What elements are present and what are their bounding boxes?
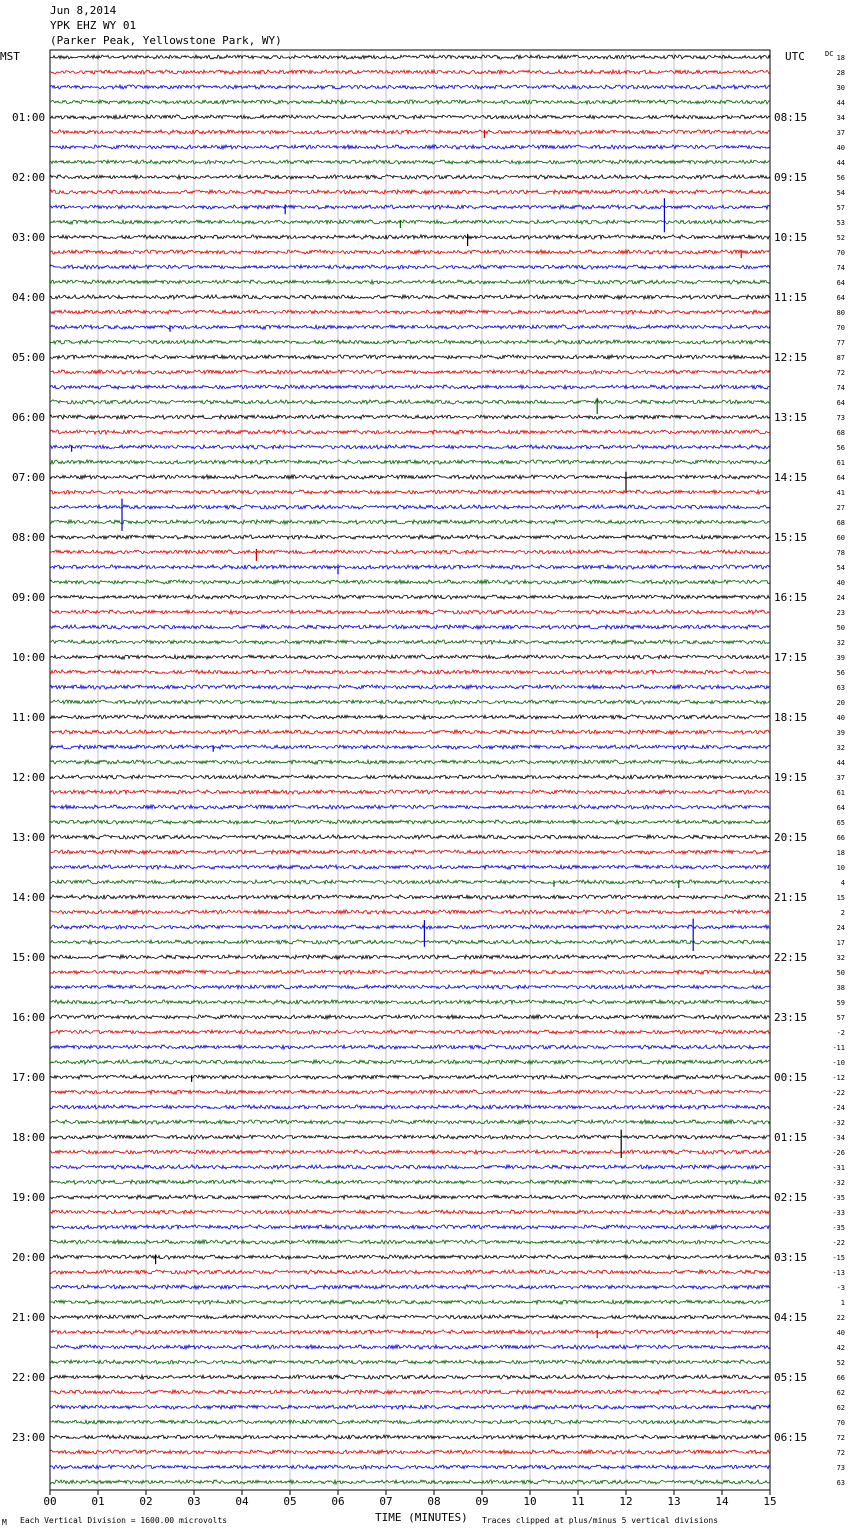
utc-hour-label: 23:15 xyxy=(774,1011,808,1024)
trace-line xyxy=(50,550,770,554)
dc-offset-label: 72 xyxy=(836,369,845,377)
trace-line xyxy=(50,925,770,929)
mst-hour-label: 20:00 xyxy=(12,1251,46,1264)
dc-offset-label: 57 xyxy=(836,204,845,212)
trace-line xyxy=(50,940,770,944)
mst-hour-label: 01:00 xyxy=(12,111,46,124)
utc-hour-label: 03:15 xyxy=(774,1251,808,1264)
dc-offset-label: 40 xyxy=(836,579,845,587)
trace-line xyxy=(50,1420,770,1424)
x-tick-label: 13 xyxy=(667,1495,681,1508)
dc-offset-label: 59 xyxy=(836,999,845,1007)
dc-offset-label: 41 xyxy=(836,489,845,497)
utc-hour-label: 15:15 xyxy=(774,531,808,544)
dc-offset-label: -34 xyxy=(832,1134,845,1142)
trace-line xyxy=(50,175,770,179)
trace-line xyxy=(50,955,770,959)
dc-offset-label: 37 xyxy=(836,129,845,137)
mst-hour-label: 14:00 xyxy=(12,891,46,904)
x-tick-label: 01 xyxy=(91,1495,105,1508)
x-tick-label: 08 xyxy=(427,1495,441,1508)
x-tick-label: 06 xyxy=(331,1495,345,1508)
dc-offset-label: 37 xyxy=(836,774,845,782)
mst-hour-label: 17:00 xyxy=(12,1071,46,1084)
dc-offset-label: 2 xyxy=(840,909,845,917)
dc-offset-label: 32 xyxy=(836,639,845,647)
trace-line xyxy=(50,655,770,659)
dc-offset-label: -22 xyxy=(832,1239,845,1247)
utc-hour-label: 22:15 xyxy=(774,951,808,964)
dc-offset-label: 64 xyxy=(836,804,845,812)
trace-line xyxy=(50,1105,770,1109)
trace-line xyxy=(50,520,770,524)
trace-line xyxy=(50,145,770,149)
mst-hour-label: 08:00 xyxy=(12,531,46,544)
dc-offset-label: -13 xyxy=(832,1269,845,1277)
utc-hour-label: 01:15 xyxy=(774,1131,808,1144)
trace-line xyxy=(50,1150,770,1154)
trace-line xyxy=(50,265,770,269)
dc-offset-label: -3 xyxy=(836,1284,845,1292)
trace-line xyxy=(50,895,770,899)
dc-offset-label: 66 xyxy=(836,834,845,842)
trace-line xyxy=(50,55,770,59)
trace-line xyxy=(50,685,770,689)
mst-hour-label: 21:00 xyxy=(12,1311,46,1324)
trace-line xyxy=(50,1015,770,1019)
trace-line xyxy=(50,760,770,764)
dc-offset-label: 24 xyxy=(836,594,845,602)
dc-offset-label: 27 xyxy=(836,504,845,512)
trace-line xyxy=(50,1210,770,1214)
trace-line xyxy=(50,745,770,749)
trace-line xyxy=(50,1195,770,1199)
dc-offset-label: 60 xyxy=(836,534,845,542)
trace-line xyxy=(50,715,770,719)
dc-offset-label: 65 xyxy=(836,819,845,827)
utc-hour-label: 09:15 xyxy=(774,171,808,184)
dc-offset-label: -22 xyxy=(832,1089,845,1097)
dc-offset-label: -15 xyxy=(832,1254,845,1262)
trace-line xyxy=(50,1120,770,1124)
dc-offset-label: 50 xyxy=(836,969,845,977)
dc-offset-label: 54 xyxy=(836,564,845,572)
utc-hour-label: 08:15 xyxy=(774,111,808,124)
left-timezone-label: MST xyxy=(0,50,20,63)
dc-offset-label: -32 xyxy=(832,1179,845,1187)
utc-hour-label: 20:15 xyxy=(774,831,808,844)
dc-offset-label: 78 xyxy=(836,549,845,557)
mst-hour-label: 04:00 xyxy=(12,291,46,304)
trace-line xyxy=(50,205,770,209)
trace-line xyxy=(50,1315,770,1319)
trace-line xyxy=(50,625,770,629)
trace-line xyxy=(50,535,770,539)
utc-hour-label: 21:15 xyxy=(774,891,808,904)
dc-offset-label: -35 xyxy=(832,1194,845,1202)
trace-line xyxy=(50,1300,770,1304)
trace-line xyxy=(50,790,770,794)
trace-line xyxy=(50,250,770,254)
dc-offset-label: 40 xyxy=(836,144,845,152)
trace-line xyxy=(50,310,770,314)
trace-line xyxy=(50,565,770,569)
clip-note: Traces clipped at plus/minus 5 vertical divisions xyxy=(482,1516,719,1525)
trace-line xyxy=(50,865,770,869)
dc-offset-label: 57 xyxy=(836,1014,845,1022)
dc-offset-label: -26 xyxy=(832,1149,845,1157)
mst-hour-label: 16:00 xyxy=(12,1011,46,1024)
dc-offset-label: 28 xyxy=(836,69,845,77)
dc-offset-label: -2 xyxy=(836,1029,845,1037)
trace-line xyxy=(50,1405,770,1409)
dc-offset-label: 44 xyxy=(836,759,845,767)
mst-hour-label: 13:00 xyxy=(12,831,46,844)
dc-offset-label: 39 xyxy=(836,654,845,662)
trace-line xyxy=(50,415,770,419)
mst-hour-label: 19:00 xyxy=(12,1191,46,1204)
trace-line xyxy=(50,1255,770,1259)
right-timezone-label: UTC xyxy=(785,50,805,63)
x-tick-label: 00 xyxy=(43,1495,57,1508)
dc-offset-label: 74 xyxy=(836,384,845,392)
trace-line xyxy=(50,1465,770,1469)
utc-hour-label: 11:15 xyxy=(774,291,808,304)
trace-line xyxy=(50,1075,770,1079)
trace-line xyxy=(50,400,770,404)
trace-line xyxy=(50,1180,770,1184)
trace-line xyxy=(50,1450,770,1454)
trace-line xyxy=(50,1060,770,1064)
dc-offset-label: 63 xyxy=(836,1479,845,1487)
trace-line xyxy=(50,1030,770,1034)
trace-line xyxy=(50,1480,770,1484)
trace-line xyxy=(50,370,770,374)
dc-offset-label: 24 xyxy=(836,924,845,932)
mst-hour-label: 06:00 xyxy=(12,411,46,424)
trace-line xyxy=(50,355,770,359)
dc-offset-label: 52 xyxy=(836,1359,845,1367)
dc-offset-label: 68 xyxy=(836,429,845,437)
trace-line xyxy=(50,325,770,329)
scale-note: Each Vertical Division = 1600.00 microvolts xyxy=(20,1516,228,1525)
mst-hour-label: 05:00 xyxy=(12,351,46,364)
dc-offset-label: 72 xyxy=(836,1434,845,1442)
trace-line xyxy=(50,235,770,239)
dc-offset-label: 50 xyxy=(836,624,845,632)
utc-hour-label: 00:15 xyxy=(774,1071,808,1084)
dc-offset-label: 80 xyxy=(836,309,845,317)
dc-offset-label: 53 xyxy=(836,219,845,227)
mst-hour-label: 11:00 xyxy=(12,711,46,724)
dc-offset-label: 62 xyxy=(836,1389,845,1397)
x-tick-label: 07 xyxy=(379,1495,393,1508)
x-tick-label: 03 xyxy=(187,1495,201,1508)
utc-hour-label: 19:15 xyxy=(774,771,808,784)
trace-line xyxy=(50,385,770,389)
dc-offset-label: 56 xyxy=(836,444,845,452)
dc-offset-label: 64 xyxy=(836,294,845,302)
dc-offset-label: 44 xyxy=(836,159,845,167)
dc-offset-label: 61 xyxy=(836,789,845,797)
dc-offset-label: 72 xyxy=(836,1449,845,1457)
x-tick-label: 09 xyxy=(475,1495,489,1508)
utc-hour-label: 04:15 xyxy=(774,1311,808,1324)
trace-line xyxy=(50,1090,770,1094)
trace-line xyxy=(50,1345,770,1349)
dc-offset-label: -12 xyxy=(832,1074,845,1082)
dc-offset-label: 10 xyxy=(836,864,845,872)
trace-line xyxy=(50,280,770,284)
utc-hour-label: 06:15 xyxy=(774,1431,808,1444)
trace-line xyxy=(50,1240,770,1244)
x-tick-label: 05 xyxy=(283,1495,297,1508)
x-tick-label: 12 xyxy=(619,1495,633,1508)
mst-hour-label: 03:00 xyxy=(12,231,46,244)
mst-hour-label: 18:00 xyxy=(12,1131,46,1144)
utc-hour-label: 17:15 xyxy=(774,651,808,664)
x-tick-label: 10 xyxy=(523,1495,537,1508)
trace-line xyxy=(50,835,770,839)
trace-line xyxy=(50,1000,770,1004)
trace-line xyxy=(50,1360,770,1364)
dc-offset-label: 64 xyxy=(836,399,845,407)
dc-offset-label: 18 xyxy=(836,54,845,62)
trace-line xyxy=(50,580,770,584)
mst-hour-label: 02:00 xyxy=(12,171,46,184)
trace-line xyxy=(50,1225,770,1229)
dc-offset-label: 34 xyxy=(836,114,845,122)
dc-offset-label: 18 xyxy=(836,849,845,857)
dc-offset-label: 73 xyxy=(836,414,845,422)
header-station: YPK EHZ WY 01 xyxy=(50,19,137,32)
trace-line xyxy=(50,1135,770,1139)
dc-offset-label: 32 xyxy=(836,954,845,962)
dc-offset-label: 56 xyxy=(836,174,845,182)
x-tick-label: 11 xyxy=(571,1495,585,1508)
dc-offset-label: 73 xyxy=(836,1464,845,1472)
trace-line xyxy=(50,1165,770,1169)
trace-line xyxy=(50,190,770,194)
dc-offset-label: 64 xyxy=(836,279,845,287)
trace-line xyxy=(50,910,770,914)
trace-line xyxy=(50,115,770,119)
dc-offset-label: 32 xyxy=(836,744,845,752)
utc-hour-label: 18:15 xyxy=(774,711,808,724)
utc-hour-label: 16:15 xyxy=(774,591,808,604)
dc-offset-label: -11 xyxy=(832,1044,845,1052)
trace-line xyxy=(50,160,770,164)
mst-hour-label: 15:00 xyxy=(12,951,46,964)
trace-line xyxy=(50,430,770,434)
dc-offset-label: 44 xyxy=(836,99,845,107)
mst-hour-label: 12:00 xyxy=(12,771,46,784)
utc-hour-label: 10:15 xyxy=(774,231,808,244)
trace-line xyxy=(50,445,770,449)
dc-offset-label: -31 xyxy=(832,1164,845,1172)
dc-offset-label: 77 xyxy=(836,339,845,347)
dc-offset-label: 74 xyxy=(836,264,845,272)
dc-offset-label: 56 xyxy=(836,669,845,677)
utc-hour-label: 12:15 xyxy=(774,351,808,364)
dc-offset-label: 40 xyxy=(836,1329,845,1337)
utc-hour-label: 14:15 xyxy=(774,471,808,484)
trace-line xyxy=(50,130,770,134)
trace-line xyxy=(50,1375,770,1379)
dc-offset-label: 40 xyxy=(836,714,845,722)
trace-line xyxy=(50,85,770,89)
trace-line xyxy=(50,475,770,479)
trace-line xyxy=(50,970,770,974)
trace-line xyxy=(50,805,770,809)
x-tick-label: 02 xyxy=(139,1495,153,1508)
trace-line xyxy=(50,340,770,344)
trace-line xyxy=(50,100,770,104)
corner-mark: M xyxy=(2,1518,7,1527)
dc-offset-label: 70 xyxy=(836,249,845,257)
header-date: Jun 8,2014 xyxy=(50,4,117,17)
trace-line xyxy=(50,730,770,734)
trace-line xyxy=(50,70,770,74)
trace-line xyxy=(50,1435,770,1439)
dc-offset-label: 22 xyxy=(836,1314,845,1322)
trace-line xyxy=(50,1045,770,1049)
dc-offset-label: -10 xyxy=(832,1059,845,1067)
dc-offset-label: 66 xyxy=(836,1374,845,1382)
dc-offset-label: 23 xyxy=(836,609,845,617)
trace-line xyxy=(50,775,770,779)
mst-hour-label: 10:00 xyxy=(12,651,46,664)
dc-offset-label: 63 xyxy=(836,684,845,692)
trace-line xyxy=(50,610,770,614)
trace-line xyxy=(50,880,770,884)
dc-offset-label: 15 xyxy=(836,894,845,902)
utc-hour-label: 02:15 xyxy=(774,1191,808,1204)
dc-offset-label: 1 xyxy=(840,1299,845,1307)
trace-line xyxy=(50,595,770,599)
mst-hour-label: 22:00 xyxy=(12,1371,46,1384)
x-tick-label: 15 xyxy=(763,1495,777,1508)
trace-line xyxy=(50,1330,770,1334)
x-axis-title: TIME (MINUTES) xyxy=(375,1511,468,1524)
trace-line xyxy=(50,700,770,704)
dc-offset-label: 68 xyxy=(836,519,845,527)
dc-offset-label: 70 xyxy=(836,324,845,332)
dc-offset-label: 52 xyxy=(836,234,845,242)
dc-offset-label: 42 xyxy=(836,1344,845,1352)
trace-line xyxy=(50,1270,770,1274)
dc-offset-label: 70 xyxy=(836,1419,845,1427)
dc-offset-label: -35 xyxy=(832,1224,845,1232)
trace-line xyxy=(50,850,770,854)
trace-line xyxy=(50,1390,770,1394)
utc-hour-label: 05:15 xyxy=(774,1371,808,1384)
trace-line xyxy=(50,220,770,224)
mst-hour-label: 07:00 xyxy=(12,471,46,484)
trace-line xyxy=(50,1285,770,1289)
x-tick-label: 04 xyxy=(235,1495,249,1508)
dc-offset-label: 64 xyxy=(836,474,845,482)
dc-offset-label: 4 xyxy=(840,879,845,887)
dc-offset-label: 30 xyxy=(836,84,845,92)
utc-hour-label: 13:15 xyxy=(774,411,808,424)
dc-offset-label: 62 xyxy=(836,1404,845,1412)
dc-offset-label: 39 xyxy=(836,729,845,737)
dc-offset-label: 87 xyxy=(836,354,845,362)
dc-offset-label: -33 xyxy=(832,1209,845,1217)
trace-line xyxy=(50,670,770,674)
x-tick-label: 14 xyxy=(715,1495,729,1508)
dc-label: DC xyxy=(825,50,834,58)
dc-offset-label: 20 xyxy=(836,699,845,707)
trace-line xyxy=(50,295,770,299)
dc-offset-label: 38 xyxy=(836,984,845,992)
dc-offset-label: 54 xyxy=(836,189,845,197)
dc-offset-label: 17 xyxy=(836,939,845,947)
dc-offset-label: 61 xyxy=(836,459,845,467)
trace-line xyxy=(50,985,770,989)
trace-line xyxy=(50,490,770,494)
mst-hour-label: 23:00 xyxy=(12,1431,46,1444)
dc-offset-label: -32 xyxy=(832,1119,845,1127)
header-location: (Parker Peak, Yellowstone Park, WY) xyxy=(50,34,282,47)
trace-line xyxy=(50,505,770,509)
trace-line xyxy=(50,820,770,824)
trace-line xyxy=(50,640,770,644)
dc-offset-label: -24 xyxy=(832,1104,845,1112)
mst-hour-label: 09:00 xyxy=(12,591,46,604)
trace-line xyxy=(50,460,770,464)
